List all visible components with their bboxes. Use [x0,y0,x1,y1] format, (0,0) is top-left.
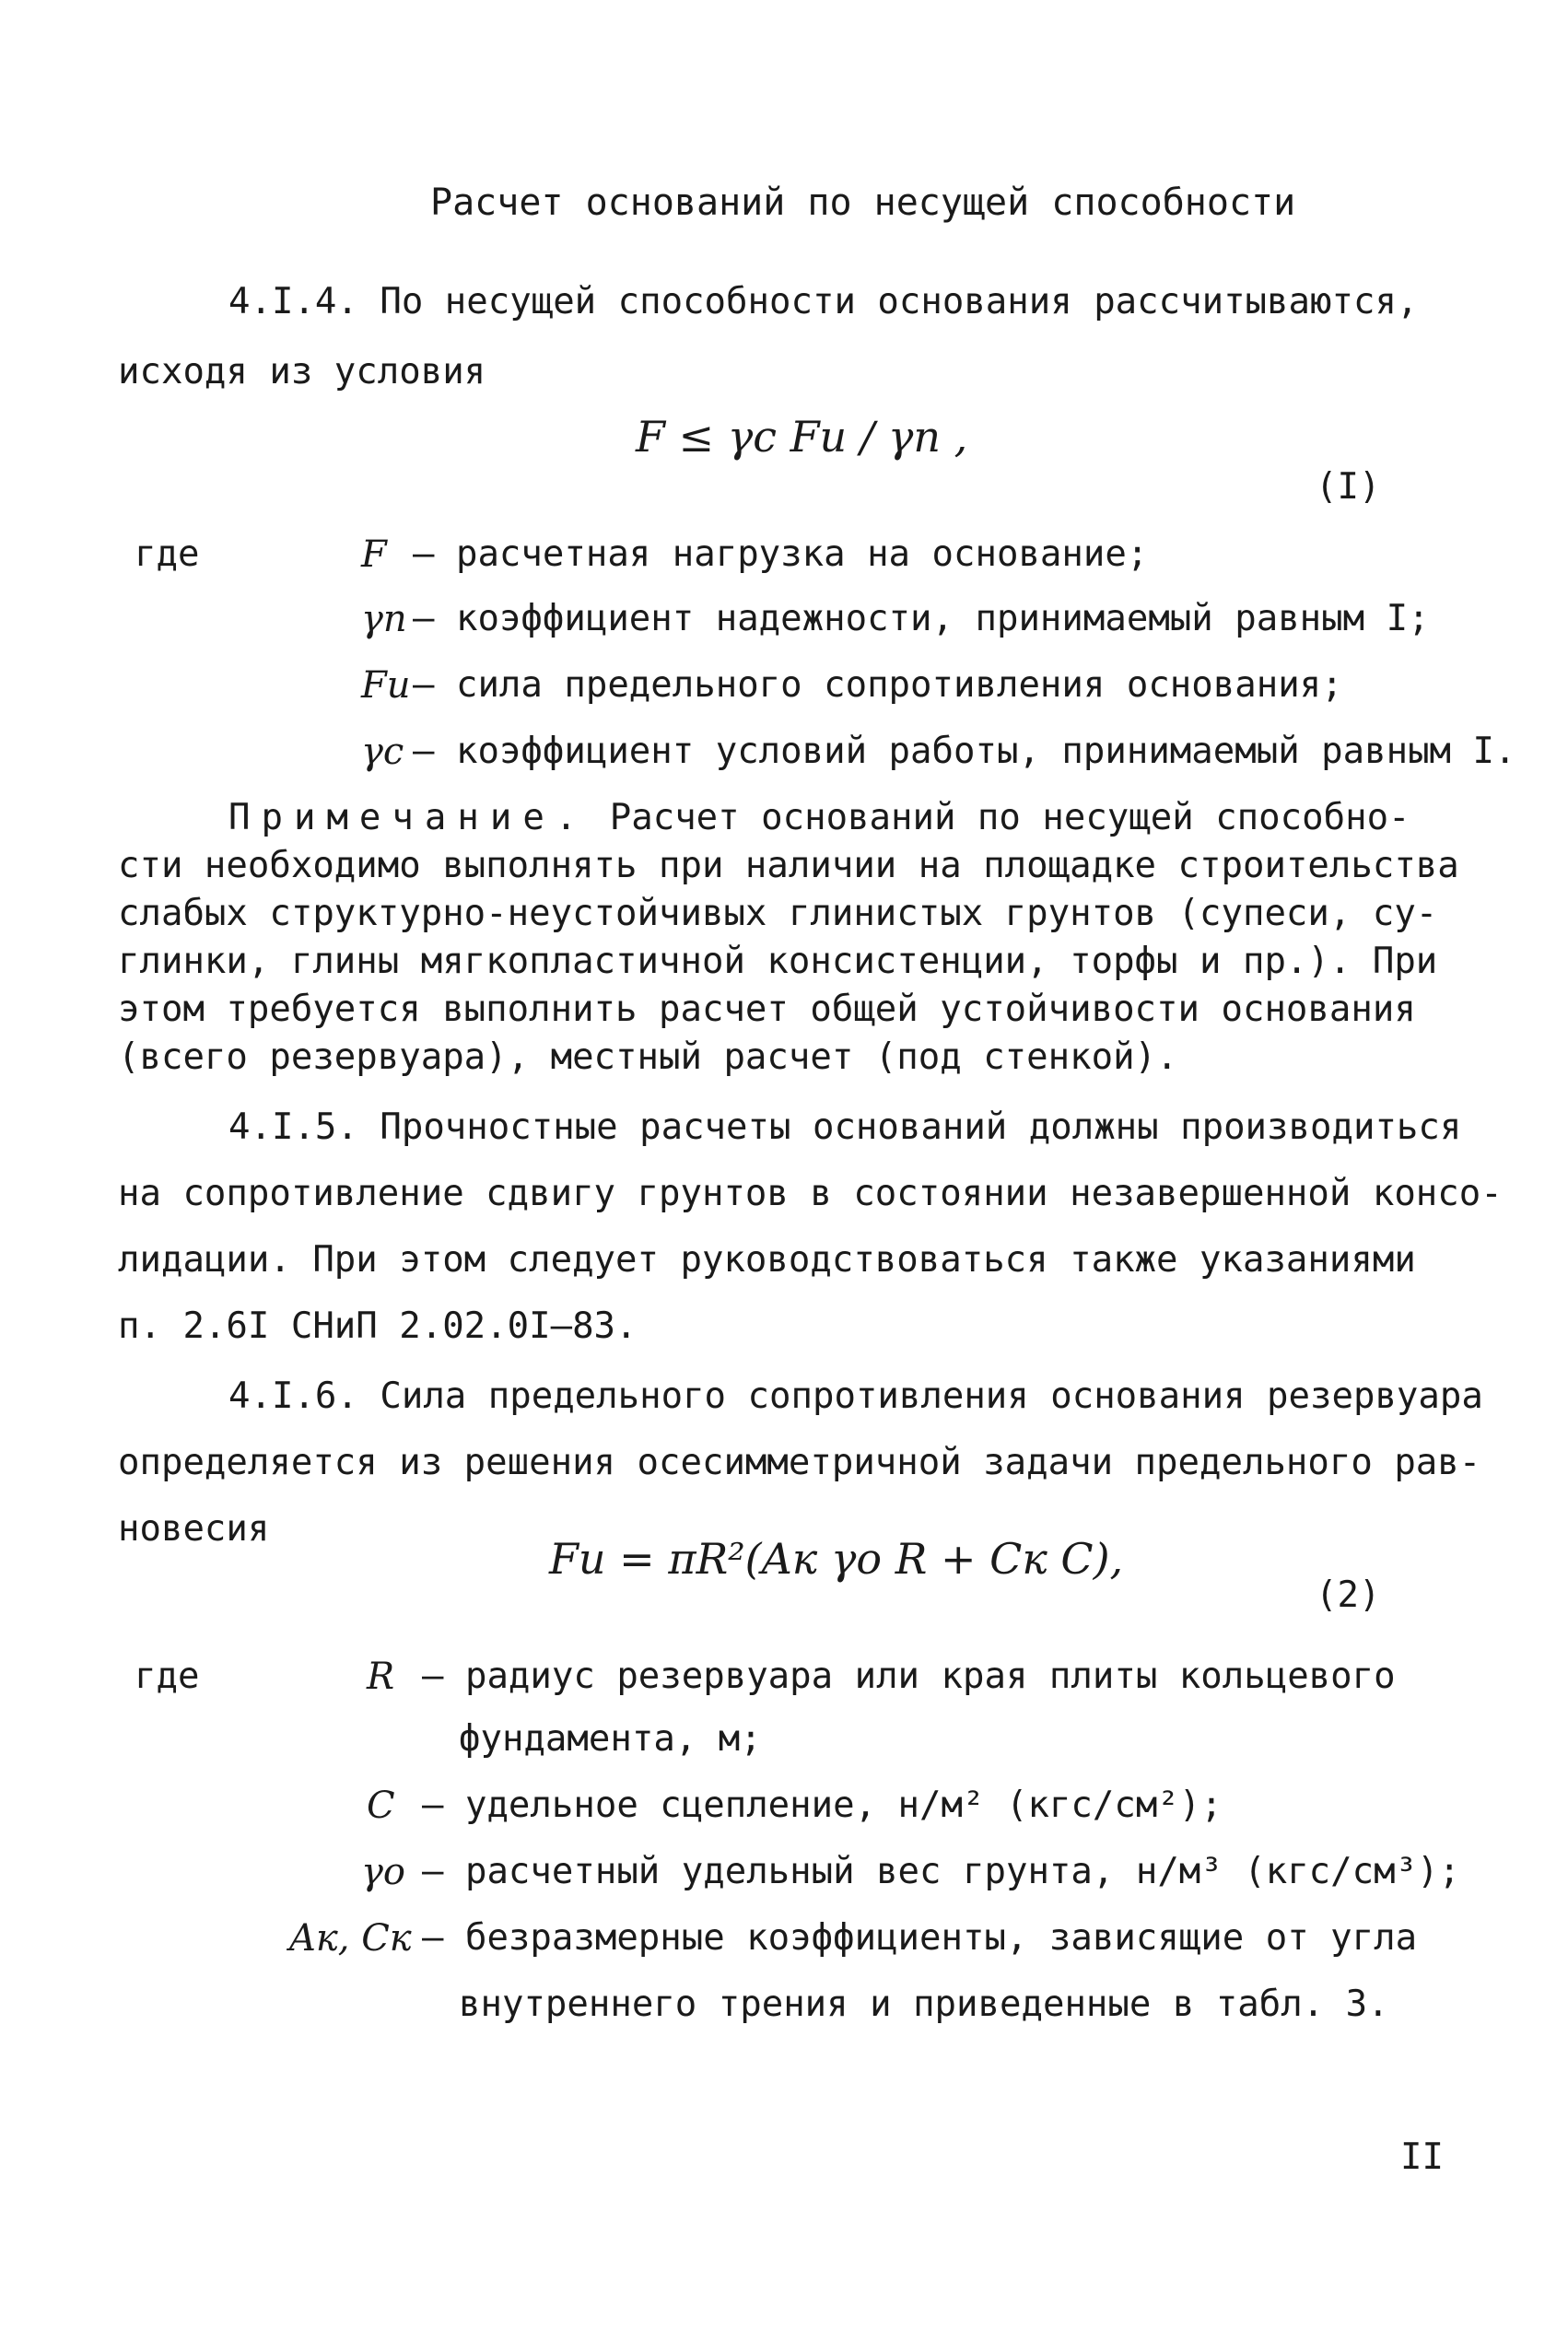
definition-Ak-Ck-line-2: внутреннего трения и приведенные в табл. 3. [459,1984,1389,2025]
formula-2: Fu = πR²(Aк γo R + Cк C), [549,1534,1124,1584]
note-text-start: Расчет оснований по несущей способно- [609,797,1410,838]
note-line-6: (всего резервуара), местный расчет (под стенкой). [118,1036,1178,1078]
definition-gamma-n: – коэффициент надежности, принимаемый равным I; [413,598,1430,639]
definition-Ak-Ck-line-1: – безразмерные коэффициенты, зависящие от угла [422,1917,1418,1959]
symbol-Ak-Ck: Aк, Cк [289,1917,412,1960]
symbol-gamma-c: γc [361,731,404,773]
note-label: Примечание. [228,797,589,838]
note-line-3: слабых структурно-неустойчивых глинистых грунтов (супеси, су- [118,893,1438,934]
note-line-5: этом требуется выполнить расчет общей устойчивости основания [118,989,1416,1030]
definition-R-line-2: фундамента, м; [459,1718,762,1760]
definition-gamma-o: – расчетный удельный вес грунта, н/м³ (кгс/см³); [422,1851,1461,1892]
symbol-C: C [367,1785,395,1827]
section-heading: Расчет оснований по несущей способности [430,181,1296,224]
paragraph-4-1-6-line-1: 4.I.6. Сила предельного сопротивления основания резервуара [228,1375,1483,1417]
symbol-gamma-o: γo [361,1851,405,1893]
definition-C: – удельное сцепление, н/м² (кгс/см²); [422,1785,1223,1826]
where-label-1: где [135,533,200,575]
definition-R-line-1: – радиус резервуара или края плиты кольцевого [422,1656,1396,1697]
symbol-gamma-n: γn [361,598,407,640]
note-line-1 [228,796,1410,840]
where-label-2: где [135,1656,200,1697]
note-line-4: глинки, глины мягкопластичной консистенции, торфы и пр.). При [118,941,1438,982]
symbol-Fu: Fu [361,664,411,707]
paragraph-4-1-4-line-1: 4.I.4. По несущей способности основания рассчитываются, [228,281,1419,322]
definition-Fu: – сила предельного сопротивления основания; [413,664,1343,706]
paragraph-4-1-5-line-3: лидации. При этом следует руководствоваться также указаниями [118,1239,1416,1281]
formula-1: F ≤ γc Fu / γn , [636,412,968,462]
paragraph-4-1-5-line-4: п. 2.6I СНиП 2.02.0I–83. [118,1305,638,1347]
symbol-F: F [361,533,387,576]
formula-2-number: (2) [1316,1574,1381,1616]
formula-1-number: (I) [1316,466,1381,508]
paragraph-4-1-6-line-2: определяется из решения осесимметричной задачи предельного рав- [118,1442,1481,1483]
paragraph-4-1-4-line-2: исходя из условия [118,351,486,392]
definition-F: – расчетная нагрузка на основание; [413,533,1149,575]
note-line-2: сти необходимо выполнять при наличии на площадке строительства [118,845,1459,886]
paragraph-4-1-6-line-3: новесия [118,1508,270,1550]
page-number: II [1400,2136,1444,2178]
paragraph-4-1-5-line-2: на сопротивление сдвигу грунтов в состоянии незавершенной консо- [118,1173,1503,1214]
symbol-R: R [367,1656,395,1698]
paragraph-4-1-5-line-1: 4.I.5. Прочностные расчеты оснований должны производиться [228,1106,1462,1148]
definition-gamma-c: – коэффициент условий работы, принимаемый равным I. [413,731,1516,772]
